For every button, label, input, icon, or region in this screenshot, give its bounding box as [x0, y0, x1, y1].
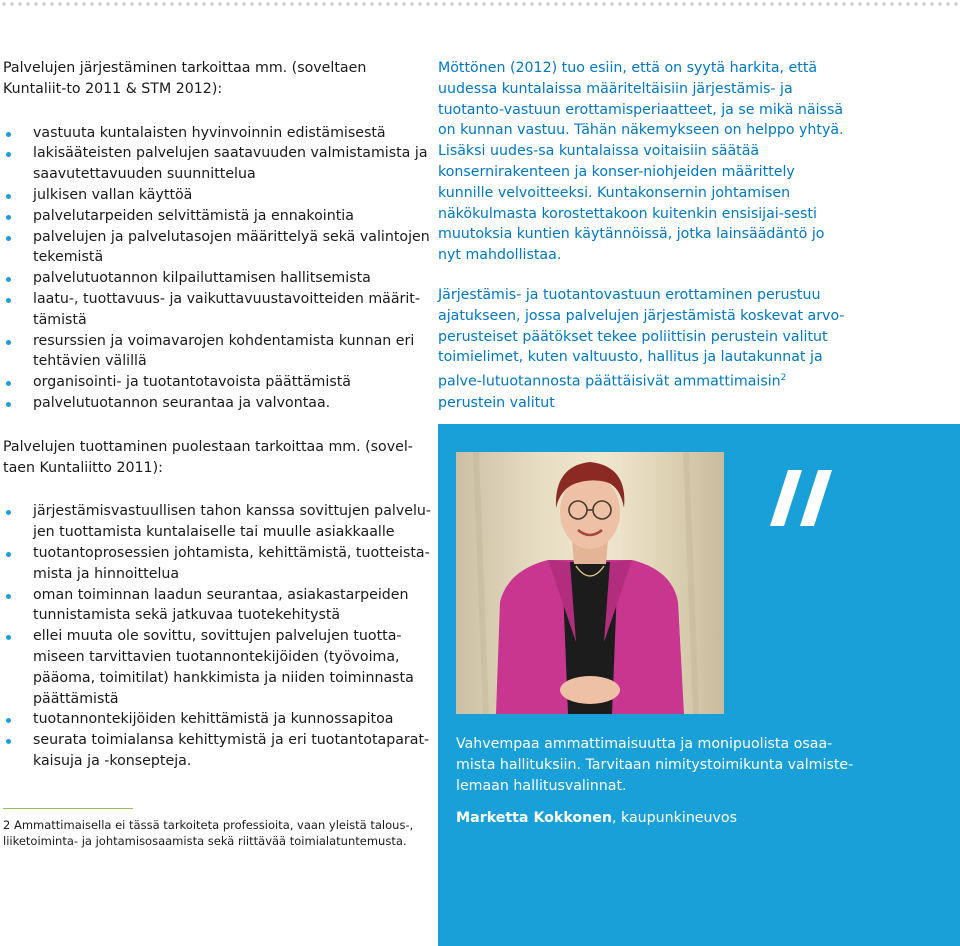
double-slash-icon: [766, 468, 846, 528]
quote-author: Marketta Kokkonen: [456, 810, 612, 827]
quote-author-title: , kaupunkineuvos: [612, 810, 737, 827]
list-item: seurata toimialansa kehittymistä ja eri tuotantotaparat-kaisuja ja -konsepteja.: [3, 730, 431, 772]
list-item: julkisen vallan käyttöä: [3, 185, 431, 206]
organising-list: [3, 123, 431, 414]
list-item: tuotantoprosessien johtamista, kehittämistä, tuotteista-mista ja hinnoittelua: [3, 543, 431, 585]
list-item: resurssien ja voimavarojen kohdentamista kunnan eri tehtävien välillä: [3, 331, 431, 373]
paragraph-text-end: perustein valitut: [438, 394, 555, 411]
quote-text: Vahvempaa ammattimaisuutta ja monipuolista osaa-mista hallituksiin. Tarvitaan nimitystoimikunta valmiste-lemaan hallitusvalinnat.: [456, 736, 854, 794]
list-item: tuotannontekijöiden kehittämistä ja kunnossapitoa: [3, 709, 431, 730]
list-item: palvelutarpeiden selvittämistä ja ennakointia: [3, 206, 431, 227]
right-column: [438, 58, 848, 413]
portrait-photo: [456, 452, 724, 714]
left-column: [3, 58, 431, 772]
list-item: palvelutuotannon seurantaa ja valvontaa.: [3, 393, 431, 414]
section2-intro: Palvelujen tuottaminen puolestaan tarkoittaa mm. (sovel-taen Kuntaliitto 2011):: [3, 438, 413, 476]
right-paragraph-1: Möttönen (2012) tuo esiin, että on syytä harkita, että uudessa kuntalaissa määriteltäisiin järjestämis- ja tuotanto-vastuun erottamisperiaatteet, ja se mikä näissä on kunnan vastuu. Tähän näkemykseen on helppo yhtyä. Lisäksi uudes-sa kuntalaissa voitaisiin säätää konsernirakenteen ja konser-niohjeiden määrittely kunnille velvoitteeksi. Kuntakonsernin johtamisen näkökulmasta korostettakoon kuitenkin ensisijai-sesti muutoksia kuntien käytännöissä, jotka lainsäädäntö jo nyt mahdollistaa.: [438, 60, 844, 264]
quote-caption: [456, 734, 856, 829]
quote-byline: [456, 808, 856, 829]
list-item: järjestämisvastuullisen tahon kanssa sovittujen palvelu-jen tuottamista kuntalaiselle tai muulle asiakkaalle: [3, 501, 431, 543]
right-paragraph-2: [438, 285, 848, 414]
section1-intro: Palvelujen järjestäminen tarkoittaa mm. (soveltaen Kuntaliit-to 2011 & STM 2012):: [3, 60, 367, 97]
footnote-ref: 2: [780, 373, 787, 384]
list-item: palvelujen ja palvelutasojen määrittelyä sekä valintojen tekemistä: [3, 227, 431, 269]
list-item: vastuuta kuntalaisten hyvinvoinnin edistämisestä: [3, 123, 431, 144]
footnote-divider: [3, 808, 133, 809]
production-list: [3, 501, 431, 771]
paragraph-text: Järjestämis- ja tuotantovastuun erottaminen perustuu ajatukseen, jossa palvelujen järjestämistä koskevat arvo-perusteiset päätökset tekee poliittisin perustein valitut toimielimet, kuten valtuusto, hallitus ja lautakunnat ja palve-lutuotannosta päättäisivät ammattimaisin: [438, 286, 845, 390]
footnote: 2 Ammattimaisella ei tässä tarkoiteta professioita, vaan yleistä talous-, liiketoiminta- ja johtamisosaamista sekä riittävää toimialatuntemusta.: [3, 818, 414, 848]
list-item: lakisääteisten palvelujen saatavuuden valmistamista ja saavutettavuuden suunnittelua: [3, 143, 431, 185]
list-item: oman toiminnan laadun seurantaa, asiakastarpeiden tunnistamista sekä jatkuvaa tuotekehitystä: [3, 585, 431, 627]
portrait-illustration: [456, 452, 724, 714]
list-item: organisointi- ja tuotantotavoista päättämistä: [3, 372, 431, 393]
list-item: ellei muuta ole sovittu, sovittujen palvelujen tuotta-miseen tarvittavien tuotannontekijöiden (työvoima, pääoma, toimitilat) hankkimista ja niiden toiminnasta päättämistä: [3, 626, 431, 709]
list-item: palvelutuotannon kilpailuttamisen hallitsemista: [3, 268, 431, 289]
list-item: laatu-, tuottavuus- ja vaikuttavuustavoitteiden määrit-tämistä: [3, 289, 431, 331]
quote-panel: [438, 424, 960, 946]
decorative-dot-border: [0, 0, 960, 8]
